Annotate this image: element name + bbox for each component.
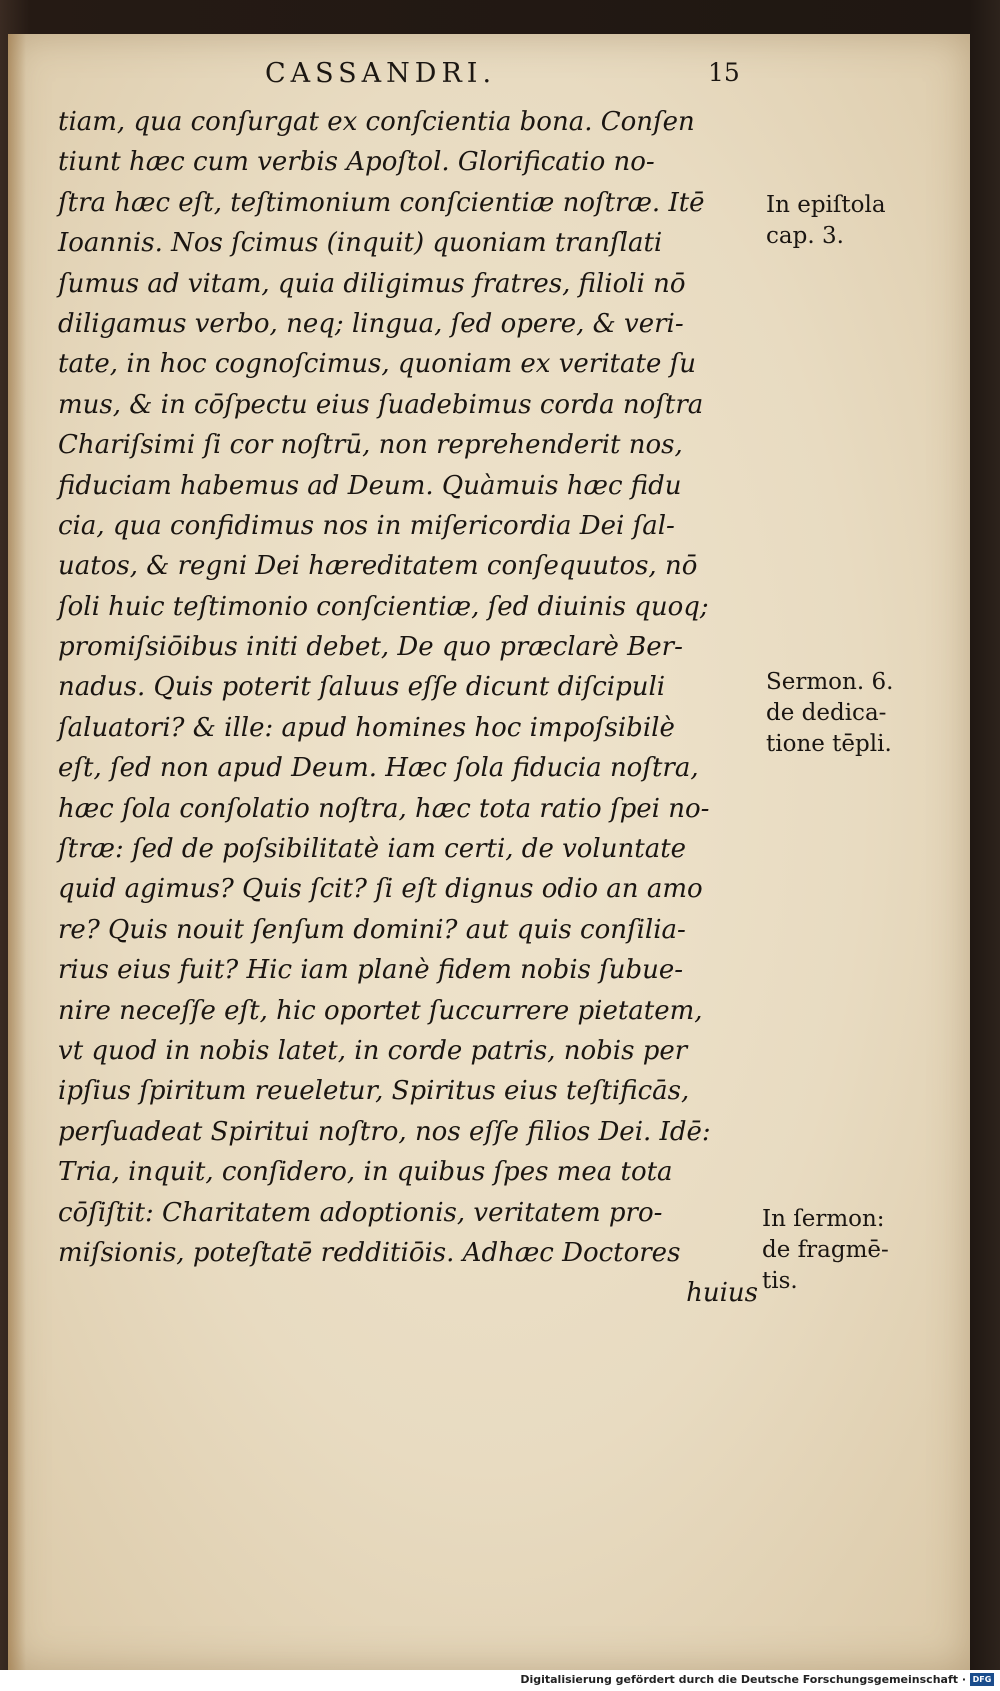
catchword: huius: [686, 1278, 758, 1309]
margin-note-line: Sermon. 6.: [766, 669, 894, 695]
margin-note-line: de fragmē-: [762, 1237, 889, 1263]
text-line: eſt, ſed non apud Deum. Hæc ſola fiducia noſtra,: [58, 753, 699, 784]
margin-note-sermon-fragmentis: [762, 1204, 889, 1297]
text-line: nire neceſſe eſt, hic oportet ſuccurrere pietatem,: [58, 995, 703, 1026]
text-line: uatos, & regni Dei hæreditatem conſequutos, nō: [58, 551, 698, 582]
margin-note-line: In ſermon:: [762, 1206, 885, 1232]
margin-note-line: de dedica-: [766, 700, 887, 726]
page-number: 15: [708, 58, 740, 87]
text-line: tiunt hæc cum verbis Apoſtol. Glorificatio no-: [58, 147, 655, 178]
margin-note-line: cap. 3.: [766, 223, 844, 249]
text-line: rius eius fuit? Hic iam planè fidem nobis ſubue-: [58, 955, 684, 986]
text-line: cia, qua confidimus nos in miſericordia Dei ſal-: [58, 510, 675, 541]
text-line: Tria, inquit, conſidero, in quibus ſpes mea tota: [58, 1157, 673, 1188]
page-gutter-shadow: [8, 34, 26, 1670]
text-line: ſoli huic teſtimonio conſcientiæ, ſed diuinis quoq;: [58, 591, 709, 622]
text-line: Chariſsimi ſi cor noſtrū, non reprehenderit nos,: [58, 430, 683, 461]
text-line: promiſsiōibus initi debet, De quo præclarè Ber-: [58, 632, 683, 663]
text-line: ſtra hæc eſt, teſtimonium conſcientiæ noſtræ. Itē: [58, 187, 705, 218]
text-line: ipſius ſpiritum reueletur, Spiritus eius teſtificās,: [58, 1076, 690, 1107]
text-line: cōſiſtit: Charitatem adoptionis, veritatem pro-: [58, 1197, 663, 1228]
text-line: tate, in hoc cognoſcimus, quoniam ex veritate ſu: [58, 349, 696, 380]
text-line: miſsionis, poteſtatē redditiōis. Adhæc Doctores: [58, 1237, 681, 1268]
text-line: nadus. Quis poterit ſaluus eſſe dicunt diſcipuli: [58, 672, 666, 703]
margin-note-line: tis.: [762, 1268, 798, 1294]
margin-note-line: In epiſtola: [766, 192, 886, 218]
text-line: hæc ſola conſolatio noſtra, hæc tota ratio ſpei no-: [58, 793, 710, 824]
text-line: fiduciam habemus ad Deum. Quàmuis hæc fidu: [58, 470, 682, 501]
text-line: re? Quis nouit ſenſum domini? aut quis conſilia-: [58, 914, 686, 945]
main-text-block: [58, 102, 764, 1314]
funding-credit: Digitalisierung gefördert durch die Deutsche Forschungsgemeinschaft ·: [520, 1673, 966, 1686]
dfg-logo-icon: DFG: [970, 1673, 994, 1686]
text-line: quid agimus? Quis ſcit? ſi eſt dignus odio an amo: [58, 874, 703, 905]
text-line: diligamus verbo, neq; lingua, ſed opere, & veri-: [58, 308, 684, 339]
margin-note-epistola: [766, 190, 886, 252]
text-line: ſaluatori? & ille: apud homines hoc impoſsibilè: [58, 712, 675, 743]
margin-note-line: tione tēpli.: [766, 731, 892, 757]
margin-note-sermon-dedicatione: [766, 667, 893, 760]
running-head: CASSANDRI.: [265, 58, 497, 89]
text-line: tiam, qua conſurgat ex conſcientia bona. Conſen: [58, 107, 695, 137]
text-line: ſumus ad vitam, quia diligimus fratres, filioli nō: [58, 268, 686, 299]
text-line: Ioannis. Nos ſcimus (inquit) quoniam tranſlati: [58, 228, 663, 259]
text-line: perſuadeat Spiritui noſtro, nos eſſe filios Dei. Idē:: [58, 1116, 711, 1147]
text-line: mus, & in cōſpectu eius ſuadebimus corda noſtra: [58, 389, 704, 420]
text-line: ſtræ: ſed de poſsibilitatè iam certi, de voluntate: [58, 834, 687, 865]
text-line: vt quod in nobis latet, in corde patris, nobis per: [58, 1035, 688, 1066]
